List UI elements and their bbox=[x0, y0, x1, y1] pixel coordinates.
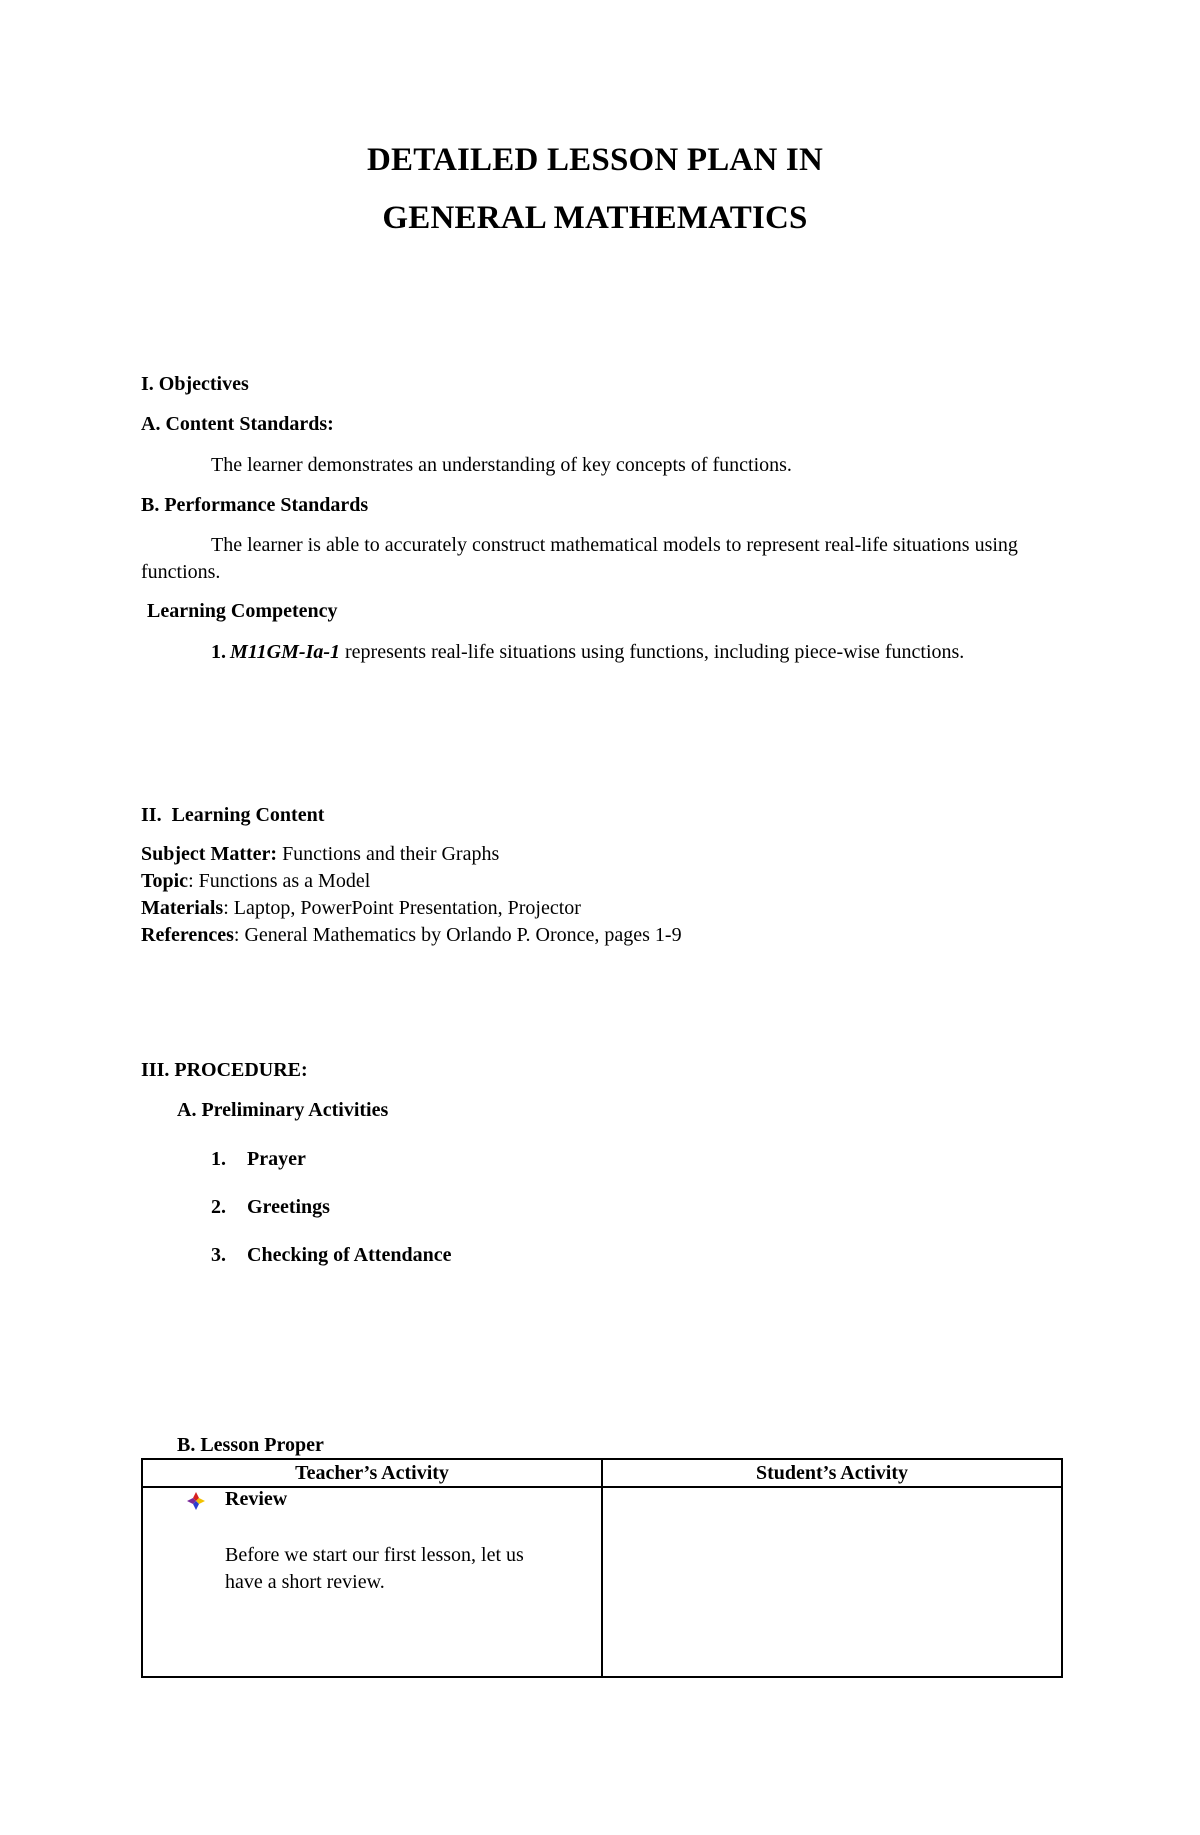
learning-competency-item bbox=[211, 641, 964, 664]
content-standards-heading: A. Content Standards: bbox=[141, 413, 334, 435]
student-activity-cell bbox=[602, 1487, 1062, 1677]
competency-code: M11GM-Ia-1 bbox=[230, 641, 341, 663]
preliminary-item-label: Prayer bbox=[247, 1148, 306, 1170]
learning-content-heading: II. Learning Content bbox=[141, 804, 325, 826]
performance-standards-heading: B. Performance Standards bbox=[141, 494, 369, 516]
learning-competency-heading: Learning Competency bbox=[147, 600, 338, 622]
preliminary-item-label: Greetings bbox=[247, 1196, 330, 1218]
review-text: Before we start our first lesson, let us have a short review. bbox=[225, 1544, 524, 1593]
table-header-row bbox=[142, 1459, 1062, 1487]
preliminary-item-number: 1. bbox=[211, 1148, 226, 1170]
competency-number: 1. bbox=[211, 641, 226, 663]
teacher-activity-header: Teacher’s Activity bbox=[142, 1459, 602, 1487]
topic-label: Topic bbox=[141, 870, 189, 892]
student-activity-header: Student’s Activity bbox=[602, 1459, 1062, 1487]
references-line bbox=[141, 924, 682, 947]
lesson-proper-table bbox=[141, 1458, 1063, 1678]
lesson-proper-heading: B. Lesson Proper bbox=[177, 1434, 324, 1456]
references-label: References bbox=[141, 924, 234, 946]
objectives-heading: I. Objectives bbox=[141, 373, 249, 395]
materials-value: : Laptop, PowerPoint Presentation, Projector bbox=[223, 897, 581, 919]
subject-matter-value: Functions and their Graphs bbox=[277, 843, 500, 865]
competency-text: represents real-life situations using functions, including piece-wise functions. bbox=[340, 641, 965, 663]
references-value: : General Mathematics by Orlando P. Oronce, pages 1-9 bbox=[233, 924, 682, 946]
content-standards-text: The learner demonstrates an understanding of key concepts of functions. bbox=[211, 454, 792, 476]
title-line-2: GENERAL MATHEMATICS bbox=[382, 200, 808, 236]
title-line-1: DETAILED LESSON PLAN IN bbox=[366, 142, 823, 178]
preliminary-item-number: 2. bbox=[211, 1196, 226, 1218]
review-label: Review bbox=[225, 1488, 288, 1510]
procedure-heading: III. PROCEDURE: bbox=[141, 1059, 308, 1081]
topic-line bbox=[141, 870, 370, 893]
subject-matter-line bbox=[141, 843, 499, 866]
topic-value: : Functions as a Model bbox=[188, 870, 371, 892]
table-row bbox=[142, 1487, 1062, 1677]
preliminary-item-label: Checking of Attendance bbox=[247, 1244, 452, 1266]
materials-label: Materials bbox=[141, 897, 224, 919]
bullet-icon bbox=[187, 1492, 205, 1510]
materials-line bbox=[141, 897, 581, 920]
subject-matter-label: Subject Matter: bbox=[141, 843, 278, 865]
preliminary-activities-heading: A. Preliminary Activities bbox=[177, 1099, 389, 1121]
performance-standards-text: The learner is able to accurately construct mathematical models to represent real-life situations using functions. bbox=[141, 534, 1018, 583]
teacher-activity-cell bbox=[142, 1487, 602, 1677]
preliminary-item-number: 3. bbox=[211, 1244, 226, 1266]
